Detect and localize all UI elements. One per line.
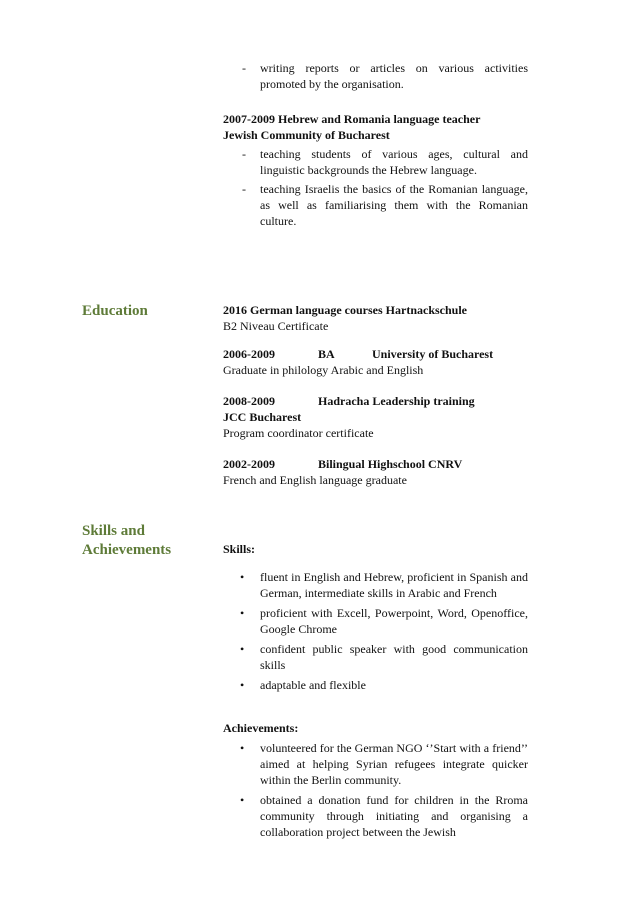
item-text: obtained a donation fund for children in the Rroma community through initiating and organising a collaboration project between the Jewish xyxy=(260,793,528,839)
bullet-marker: • xyxy=(240,642,245,656)
skills-label: Skills: xyxy=(223,542,256,556)
bullet-list-item xyxy=(223,677,528,693)
bullet-list-item xyxy=(223,569,528,601)
education-entry xyxy=(223,456,528,488)
item-text: fluent in English and Hebrew, proficient in Spanish and German, intermediate skills in Arabic and French xyxy=(260,570,528,600)
dash-marker: - xyxy=(242,182,246,196)
bullet-list-item xyxy=(223,605,528,637)
bullet-marker: • xyxy=(240,570,245,584)
education-heading-row xyxy=(223,456,528,472)
education-place: JCC Bucharest xyxy=(223,410,302,424)
education-period: 2008-2009 xyxy=(223,394,275,408)
dash-marker: - xyxy=(242,147,246,161)
item-text: proficient with Excell, Powerpoint, Word, Openoffice, Google Chrome xyxy=(260,606,528,636)
education-entry xyxy=(223,393,528,441)
bullet-marker: • xyxy=(240,678,245,692)
item-text: teaching Israelis the basics of the Romanian language, as well as familiarising them with the Romanian culture. xyxy=(260,182,528,228)
education-heading-row xyxy=(223,393,528,409)
education-heading-row xyxy=(223,346,528,362)
job-heading xyxy=(223,111,528,127)
education-period: 2006-2009 xyxy=(223,347,275,361)
achievements-block xyxy=(223,720,528,840)
education-title: 2016 German language courses Hartnackschule xyxy=(223,303,467,317)
skills-block xyxy=(223,541,528,693)
education-entry xyxy=(223,346,528,378)
bullet-list-item xyxy=(223,792,528,840)
bullet-marker: • xyxy=(240,793,245,807)
item-text: teaching students of various ages, cultural and linguistic backgrounds the Hebrew language. xyxy=(260,147,528,177)
item-text: confident public speaker with good communication skills xyxy=(260,642,528,672)
job-entry xyxy=(223,111,528,229)
experience-continued xyxy=(223,60,528,92)
education-detail: Graduate in philology Arabic and English xyxy=(223,363,424,377)
dash-list-item xyxy=(223,60,528,92)
bullet-list-item xyxy=(223,740,528,788)
section-heading-line: Skills and xyxy=(82,523,145,539)
item-text: volunteered for the German NGO ‘’Start with a friend’’ aimed at helping Syrian refugees integrate quicker within the Berlin community. xyxy=(260,741,528,787)
job-period: 2007-2009 xyxy=(223,112,275,126)
section-heading-skills xyxy=(82,522,171,560)
education-detail: Program coordinator certificate xyxy=(223,426,374,440)
section-heading-line: Achievements xyxy=(82,542,172,558)
section-heading-education: Education xyxy=(82,303,148,319)
job-organisation: Jewish Community of Bucharest xyxy=(223,128,390,142)
item-text: adaptable and flexible xyxy=(260,678,366,692)
bullet-marker: • xyxy=(240,606,245,620)
bullet-marker: • xyxy=(240,741,245,755)
dash-list-item xyxy=(223,146,528,178)
dash-marker: - xyxy=(242,61,246,75)
education-program: Hadracha Leadership training xyxy=(318,394,475,408)
education-program: Bilingual Highschool CNRV xyxy=(318,457,463,471)
education-period: 2002-2009 xyxy=(223,457,275,471)
item-text: writing reports or articles on various activities promoted by the organisation. xyxy=(260,61,528,91)
dash-list-item xyxy=(223,181,528,229)
education-institution: University of Bucharest xyxy=(372,347,494,361)
education-entry xyxy=(223,302,528,334)
education-detail: French and English language graduate xyxy=(223,473,407,487)
education-detail: B2 Niveau Certificate xyxy=(223,319,329,333)
bullet-list-item xyxy=(223,641,528,673)
education-degree: BA xyxy=(318,347,335,361)
job-title: Hebrew and Romania language teacher xyxy=(278,112,481,126)
achievements-label: Achievements: xyxy=(223,721,299,735)
